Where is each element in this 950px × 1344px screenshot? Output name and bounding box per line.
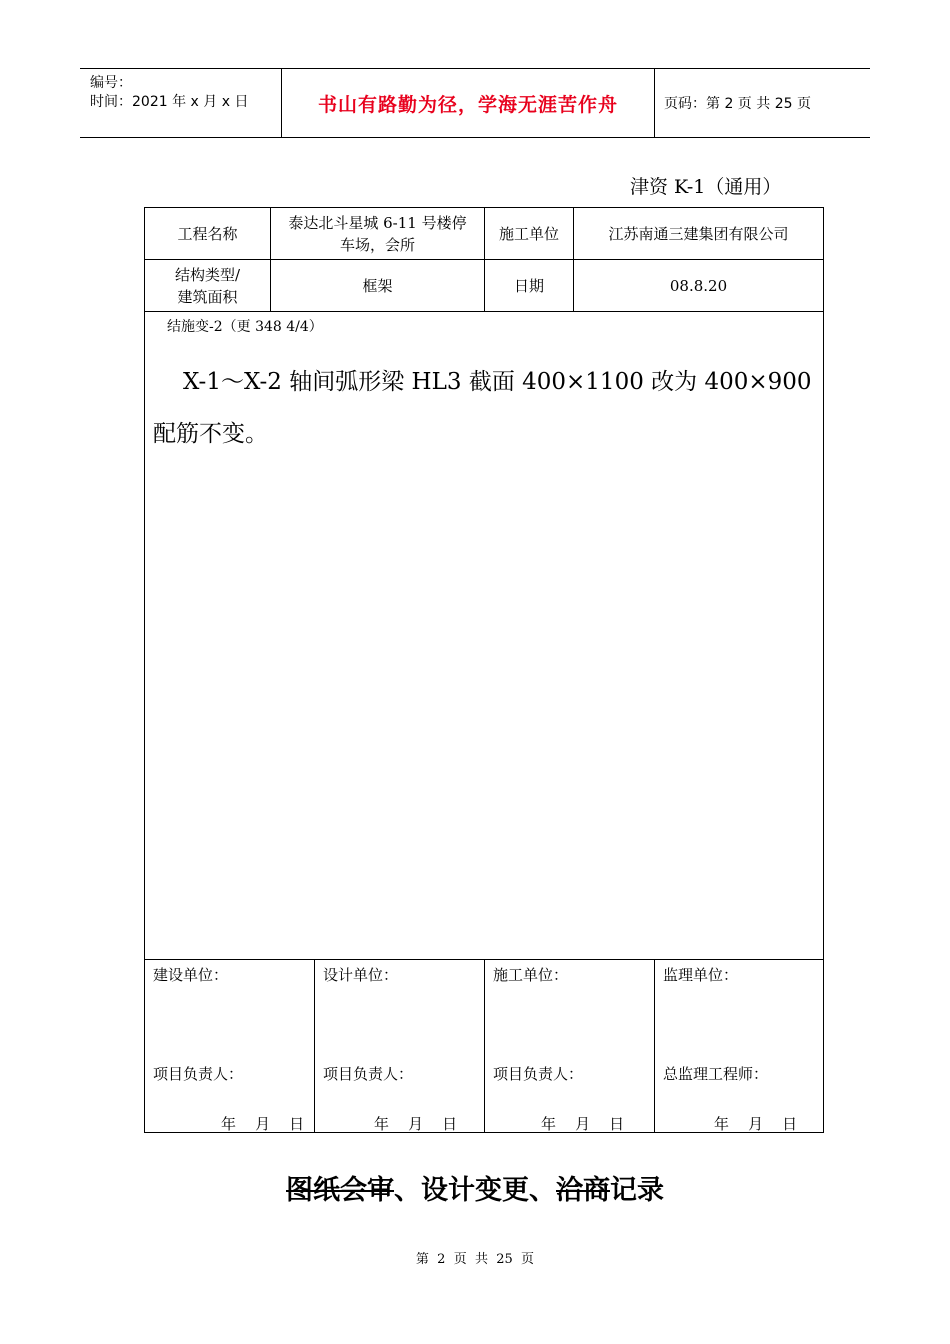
document-header	[80, 68, 870, 138]
sig-unit-designer: 设计单位：	[323, 966, 399, 984]
sig-unit-supervisor: 监理单位：	[663, 966, 739, 984]
sig-date-owner: 年 月 日	[221, 1115, 305, 1133]
sig-unit-contractor: 施工单位：	[493, 966, 569, 984]
project-name-line2: 车场，会所	[339, 235, 415, 254]
col-divider	[314, 959, 315, 1133]
time-label: 时间：2021 年 x 月 x 日	[90, 94, 249, 110]
project-name-value	[271, 208, 484, 259]
project-name-label: 工程名称	[177, 224, 238, 243]
form-code: 津资 K-1（通用）	[630, 176, 782, 198]
sig-date-supervisor: 年 月 日	[714, 1115, 798, 1133]
title-middle-part: 、设计变更、	[394, 1175, 556, 1206]
row-divider	[145, 311, 823, 312]
slogan: 书山有路勤为径，学海无涯苦作舟	[281, 69, 655, 137]
structure-value: 框架	[362, 276, 393, 295]
change-content: X-1～X-2 轴间弧形梁 HL3 截面 400×1100 改为 400×900 配筋不变。	[153, 369, 812, 447]
change-reference: 结施变-2（更 348 4/4）	[167, 319, 323, 335]
sig-person-supervisor: 总监理工程师：	[663, 1065, 769, 1083]
title-struck-part-2: 洽商	[556, 1175, 610, 1206]
change-form-table	[144, 207, 824, 1133]
contractor-label: 施工单位	[498, 224, 559, 243]
sig-person-owner: 项目负责人：	[153, 1065, 244, 1083]
contractor-value: 江苏南通三建集团有限公司	[608, 224, 789, 243]
document-title	[0, 1168, 950, 1207]
header-meta	[80, 69, 280, 137]
sig-date-contractor: 年 月 日	[541, 1115, 625, 1133]
project-name-line1: 泰达北斗星城 6-11 号楼停	[288, 213, 467, 232]
col-divider	[654, 959, 655, 1133]
structure-label	[145, 260, 270, 311]
col-divider	[484, 959, 485, 1133]
date-label: 日期	[513, 276, 544, 295]
title-struck-part: 图纸会审	[286, 1175, 394, 1206]
sig-person-contractor: 项目负责人：	[493, 1065, 584, 1083]
sig-person-designer: 项目负责人：	[323, 1065, 414, 1083]
structure-label-line1: 结构类型/	[174, 265, 241, 284]
page-footer: 第 2 页 共 25 页	[415, 1252, 535, 1267]
number-label: 编号：	[90, 75, 132, 91]
structure-label-line2: 建筑面积	[177, 287, 238, 306]
title-end-part: 记录	[610, 1175, 664, 1206]
date-value: 08.8.20	[669, 276, 728, 295]
page-code: 页码：第 2 页 共 25 页	[664, 96, 811, 112]
sig-unit-owner: 建设单位：	[153, 966, 229, 984]
sig-date-designer: 年 月 日	[374, 1115, 458, 1133]
